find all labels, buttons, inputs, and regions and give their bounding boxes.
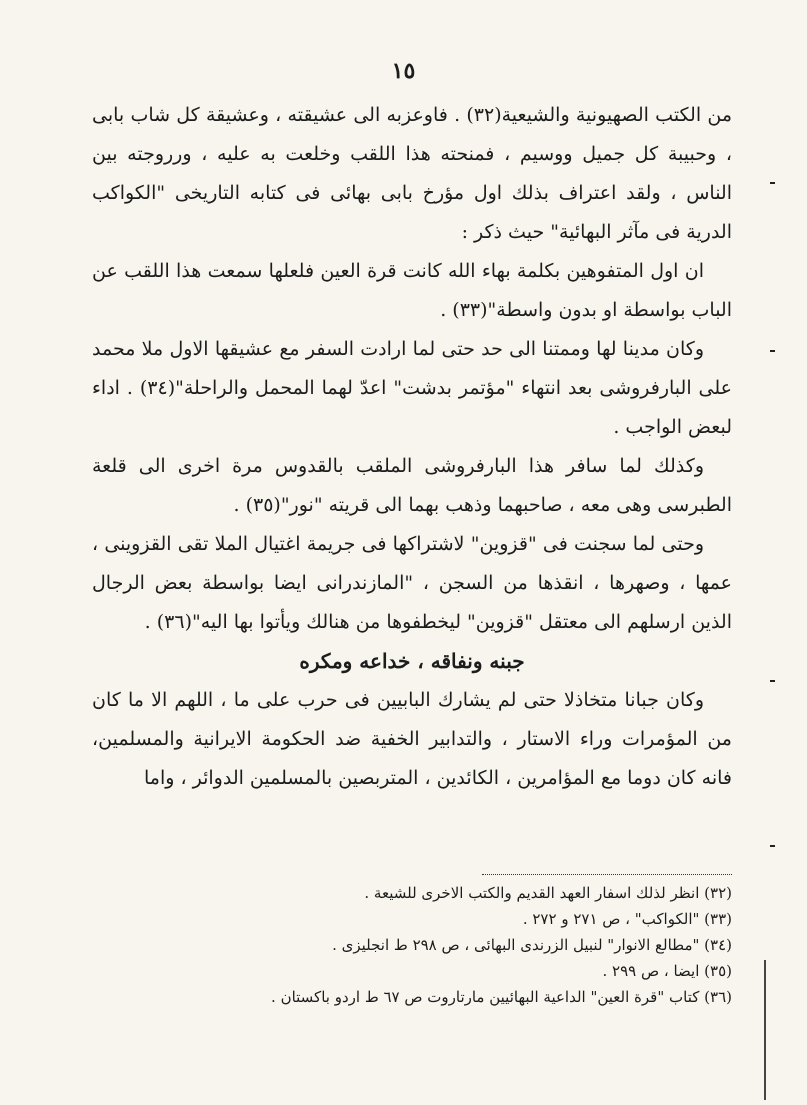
scan-mark — [770, 350, 775, 352]
paragraph: من الكتب الصهيونية والشيعية(٣٢) . فاوعزبه الى عشيقته ، وعشيقة كل شاب بابى ، وحبيبة كل جميل ووسيم ، فمنحته هذا اللقب وخلعت به عليه ، ورروجته بين الناس ، ولقد اعتراف بذلك اول مؤرخ بابى بهائى فى كتابه التاريخى "الكواكب الدرية فى مآثر البهائية" حيث ذكر : — [92, 104, 732, 243]
section-heading: جبنه ونفاقه ، خداعه ومكره — [299, 649, 525, 673]
footnotes — [92, 880, 732, 1010]
footnote: (٣٤) "مطالع الانوار" لنبيل الزرندى البهائى ، ص ٢٩٨ ط انجليزى . — [332, 936, 732, 954]
footnote: (٣٥) ايضا ، ص ٢٩٩ . — [602, 962, 732, 980]
page-number: ١٥ — [391, 58, 416, 84]
scan-mark — [770, 845, 775, 847]
footnote: (٣٢) انظر لذلك اسفار العهد القديم والكتب الاخرى للشيعة . — [364, 884, 732, 902]
scan-mark — [770, 182, 775, 184]
paragraph: وكان مدينا لها وممتنا الى حد حتى لما ارادت السفر مع عشيقها الاول ملا محمد على البارفروشى بعد انتهاء "مؤتمر بدشت" اعدّ لهما المحمل والراحلة"(٣٤) . اداء لبعض الواجب . — [92, 338, 732, 438]
paragraph: ان اول المتفوهين بكلمة بهاء الله كانت قرة العين فلعلها سمعت هذا اللقب عن الباب بواسطة او بدون واسطة"(٣٣) . — [92, 260, 732, 321]
footnote-divider — [482, 874, 732, 875]
paragraph: وكذلك لما سافر هذا البارفروشى الملقب بالقدوس مرة اخرى الى قلعة الطبرسى وهى معه ، صاحبهما وذهب بهما الى قريته "نور"(٣٥) . — [92, 455, 732, 516]
main-text — [92, 96, 732, 798]
scan-mark — [770, 680, 775, 682]
paragraph: وحتى لما سجنت فى "قزوين" لاشتراكها فى جريمة اغتيال الملا تقى القزوينى ، عمها ، وصهرها ، انقذها من السجن ، "المازندرانى ايضا بواسطة بعض الرجال الذين ارسلهم الى معتقل "قزوين" ليخطفوها من هنالك ويأتوا بها اليه"(٣٦) . — [92, 533, 732, 633]
footnote: (٣٦) كتاب "قرة العين" الداعية البهائيين مارتاروت ص ٦٧ ط اردو باكستان . — [271, 988, 732, 1006]
paragraph: وكان جبانا متخاذلا حتى لم يشارك البابيين فى حرب على ما ، اللهم الا ما كان من المؤمرات وراء الاستار ، والتدابير الخفية ضد الحكومة الايرانية والمسلمين، فانه كان دوما مع المؤامرين ، الكائدين ، المتربصين بالمسلمين الدوائر ، واما — [92, 689, 732, 789]
margin-line — [764, 960, 766, 1100]
footnote: (٣٣) "الكواكب" ، ص ٢٧١ و ٢٧٢ . — [522, 910, 732, 928]
